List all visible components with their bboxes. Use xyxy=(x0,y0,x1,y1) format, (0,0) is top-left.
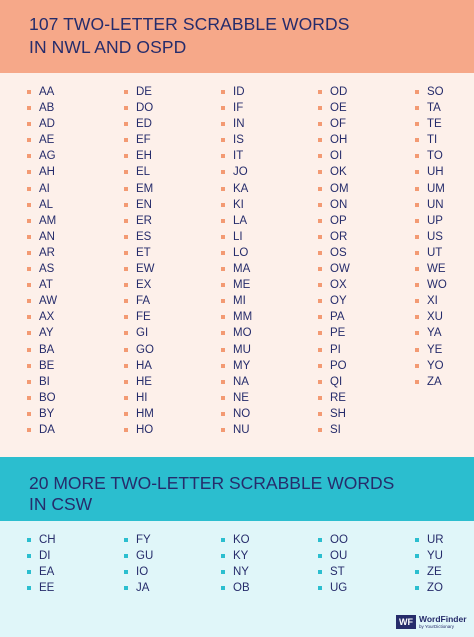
word-item: EE xyxy=(27,580,56,596)
word-item: ES xyxy=(124,229,155,245)
word-item: GU xyxy=(124,548,153,564)
word-item: FE xyxy=(124,309,155,325)
word-item: ID xyxy=(221,84,252,100)
word-item: MU xyxy=(221,342,252,358)
word-item: AT xyxy=(27,277,57,293)
word-item: SO xyxy=(415,84,447,100)
section1-column-4 xyxy=(318,84,350,438)
section2-subtitle: IN CSW xyxy=(29,494,93,514)
word-item: AM xyxy=(27,213,57,229)
word-item: AY xyxy=(27,325,57,341)
word-item: BE xyxy=(27,358,57,374)
word-item: ER xyxy=(124,213,155,229)
word-item: EX xyxy=(124,277,155,293)
word-item: BO xyxy=(27,390,57,406)
word-item: MM xyxy=(221,309,252,325)
word-item: WE xyxy=(415,261,447,277)
section1-column-2 xyxy=(124,84,155,438)
word-item: BA xyxy=(27,342,57,358)
word-item: LI xyxy=(221,229,252,245)
word-item: ZA xyxy=(415,374,447,390)
word-item: DE xyxy=(124,84,155,100)
word-item: TO xyxy=(415,148,447,164)
word-item: YA xyxy=(415,325,447,341)
word-item: EW xyxy=(124,261,155,277)
word-item: NU xyxy=(221,422,252,438)
word-item: JO xyxy=(221,164,252,180)
word-item: KI xyxy=(221,197,252,213)
word-item: ST xyxy=(318,564,348,580)
word-item: QI xyxy=(318,374,350,390)
word-item: OE xyxy=(318,100,350,116)
section2-column-3 xyxy=(221,532,250,596)
word-item: LA xyxy=(221,213,252,229)
word-item: US xyxy=(415,229,447,245)
word-item: OB xyxy=(221,580,250,596)
word-item: CH xyxy=(27,532,56,548)
word-item: AA xyxy=(27,84,57,100)
word-item: ET xyxy=(124,245,155,261)
word-item: XI xyxy=(415,293,447,309)
word-item: UG xyxy=(318,580,348,596)
word-item: OO xyxy=(318,532,348,548)
word-item: HO xyxy=(124,422,155,438)
word-item: OR xyxy=(318,229,350,245)
word-item: GO xyxy=(124,342,155,358)
word-item: MA xyxy=(221,261,252,277)
word-item: UM xyxy=(415,181,447,197)
word-item: NY xyxy=(221,564,250,580)
word-item: YE xyxy=(415,342,447,358)
word-item: XU xyxy=(415,309,447,325)
word-item: OW xyxy=(318,261,350,277)
word-item: LO xyxy=(221,245,252,261)
word-item: OS xyxy=(318,245,350,261)
word-item: DA xyxy=(27,422,57,438)
word-item: EM xyxy=(124,181,155,197)
word-item: WO xyxy=(415,277,447,293)
word-item: PE xyxy=(318,325,350,341)
word-item: KO xyxy=(221,532,250,548)
word-item: AX xyxy=(27,309,57,325)
word-item: PA xyxy=(318,309,350,325)
word-item: UN xyxy=(415,197,447,213)
word-item: IF xyxy=(221,100,252,116)
word-item: YU xyxy=(415,548,444,564)
section2-column-4 xyxy=(318,532,348,596)
word-item: AI xyxy=(27,181,57,197)
word-item: DI xyxy=(27,548,56,564)
word-item: UH xyxy=(415,164,447,180)
word-item: EN xyxy=(124,197,155,213)
word-item: AB xyxy=(27,100,57,116)
word-item: GI xyxy=(124,325,155,341)
word-item: OU xyxy=(318,548,348,564)
word-item: SH xyxy=(318,406,350,422)
word-item: OP xyxy=(318,213,350,229)
word-item: EF xyxy=(124,132,155,148)
word-item: MI xyxy=(221,293,252,309)
word-item: IS xyxy=(221,132,252,148)
word-item: AS xyxy=(27,261,57,277)
section2-column-2 xyxy=(124,532,153,596)
word-item: FA xyxy=(124,293,155,309)
word-item: HM xyxy=(124,406,155,422)
word-item: EH xyxy=(124,148,155,164)
word-item: BI xyxy=(27,374,57,390)
word-item: NE xyxy=(221,390,252,406)
word-item: OH xyxy=(318,132,350,148)
word-item: NA xyxy=(221,374,252,390)
logo-tagline: by YourDictionary xyxy=(419,624,455,629)
word-item: OD xyxy=(318,84,350,100)
section2-column-5 xyxy=(415,532,444,596)
word-item: ED xyxy=(124,116,155,132)
word-item: KA xyxy=(221,181,252,197)
word-item: YO xyxy=(415,358,447,374)
word-item: HE xyxy=(124,374,155,390)
word-item: UP xyxy=(415,213,447,229)
word-item: IO xyxy=(124,564,153,580)
word-item: FY xyxy=(124,532,153,548)
section2-title: 20 MORE TWO-LETTER SCRABBLE WORDS xyxy=(29,473,395,493)
word-item: AG xyxy=(27,148,57,164)
word-item: ON xyxy=(318,197,350,213)
word-item: OM xyxy=(318,181,350,197)
word-item: ME xyxy=(221,277,252,293)
word-item: TA xyxy=(415,100,447,116)
word-item: UR xyxy=(415,532,444,548)
section1-column-3 xyxy=(221,84,252,438)
section1-subtitle: IN NWL AND OSPD xyxy=(29,37,187,57)
word-item: ZE xyxy=(415,564,444,580)
word-item: RE xyxy=(318,390,350,406)
word-item: AW xyxy=(27,293,57,309)
word-item: OK xyxy=(318,164,350,180)
word-item: KY xyxy=(221,548,250,564)
word-item: AE xyxy=(27,132,57,148)
word-item: OY xyxy=(318,293,350,309)
word-item: HA xyxy=(124,358,155,374)
word-item: EL xyxy=(124,164,155,180)
word-item: BY xyxy=(27,406,57,422)
section1-column-1 xyxy=(27,84,57,438)
word-item: UT xyxy=(415,245,447,261)
word-item: EA xyxy=(27,564,56,580)
word-item: AN xyxy=(27,229,57,245)
word-item: OX xyxy=(318,277,350,293)
word-item: DO xyxy=(124,100,155,116)
word-item: TI xyxy=(415,132,447,148)
wordfinder-logo[interactable] xyxy=(396,613,468,631)
word-item: IN xyxy=(221,116,252,132)
word-item: AR xyxy=(27,245,57,261)
word-item: AD xyxy=(27,116,57,132)
logo-name: WordFinder xyxy=(419,614,467,624)
word-item: PO xyxy=(318,358,350,374)
word-item: TE xyxy=(415,116,447,132)
word-item: OF xyxy=(318,116,350,132)
word-item: MO xyxy=(221,325,252,341)
word-item: SI xyxy=(318,422,350,438)
word-item: IT xyxy=(221,148,252,164)
section1-column-5 xyxy=(415,84,447,390)
word-item: NO xyxy=(221,406,252,422)
word-item: MY xyxy=(221,358,252,374)
section2-column-1 xyxy=(27,532,56,596)
section1-title: 107 TWO-LETTER SCRABBLE WORDS xyxy=(29,14,350,34)
word-item: OI xyxy=(318,148,350,164)
word-item: JA xyxy=(124,580,153,596)
word-item: ZO xyxy=(415,580,444,596)
wordfinder-logo-icon: WF xyxy=(396,615,416,629)
word-item: AL xyxy=(27,197,57,213)
word-item: AH xyxy=(27,164,57,180)
word-item: HI xyxy=(124,390,155,406)
word-item: PI xyxy=(318,342,350,358)
